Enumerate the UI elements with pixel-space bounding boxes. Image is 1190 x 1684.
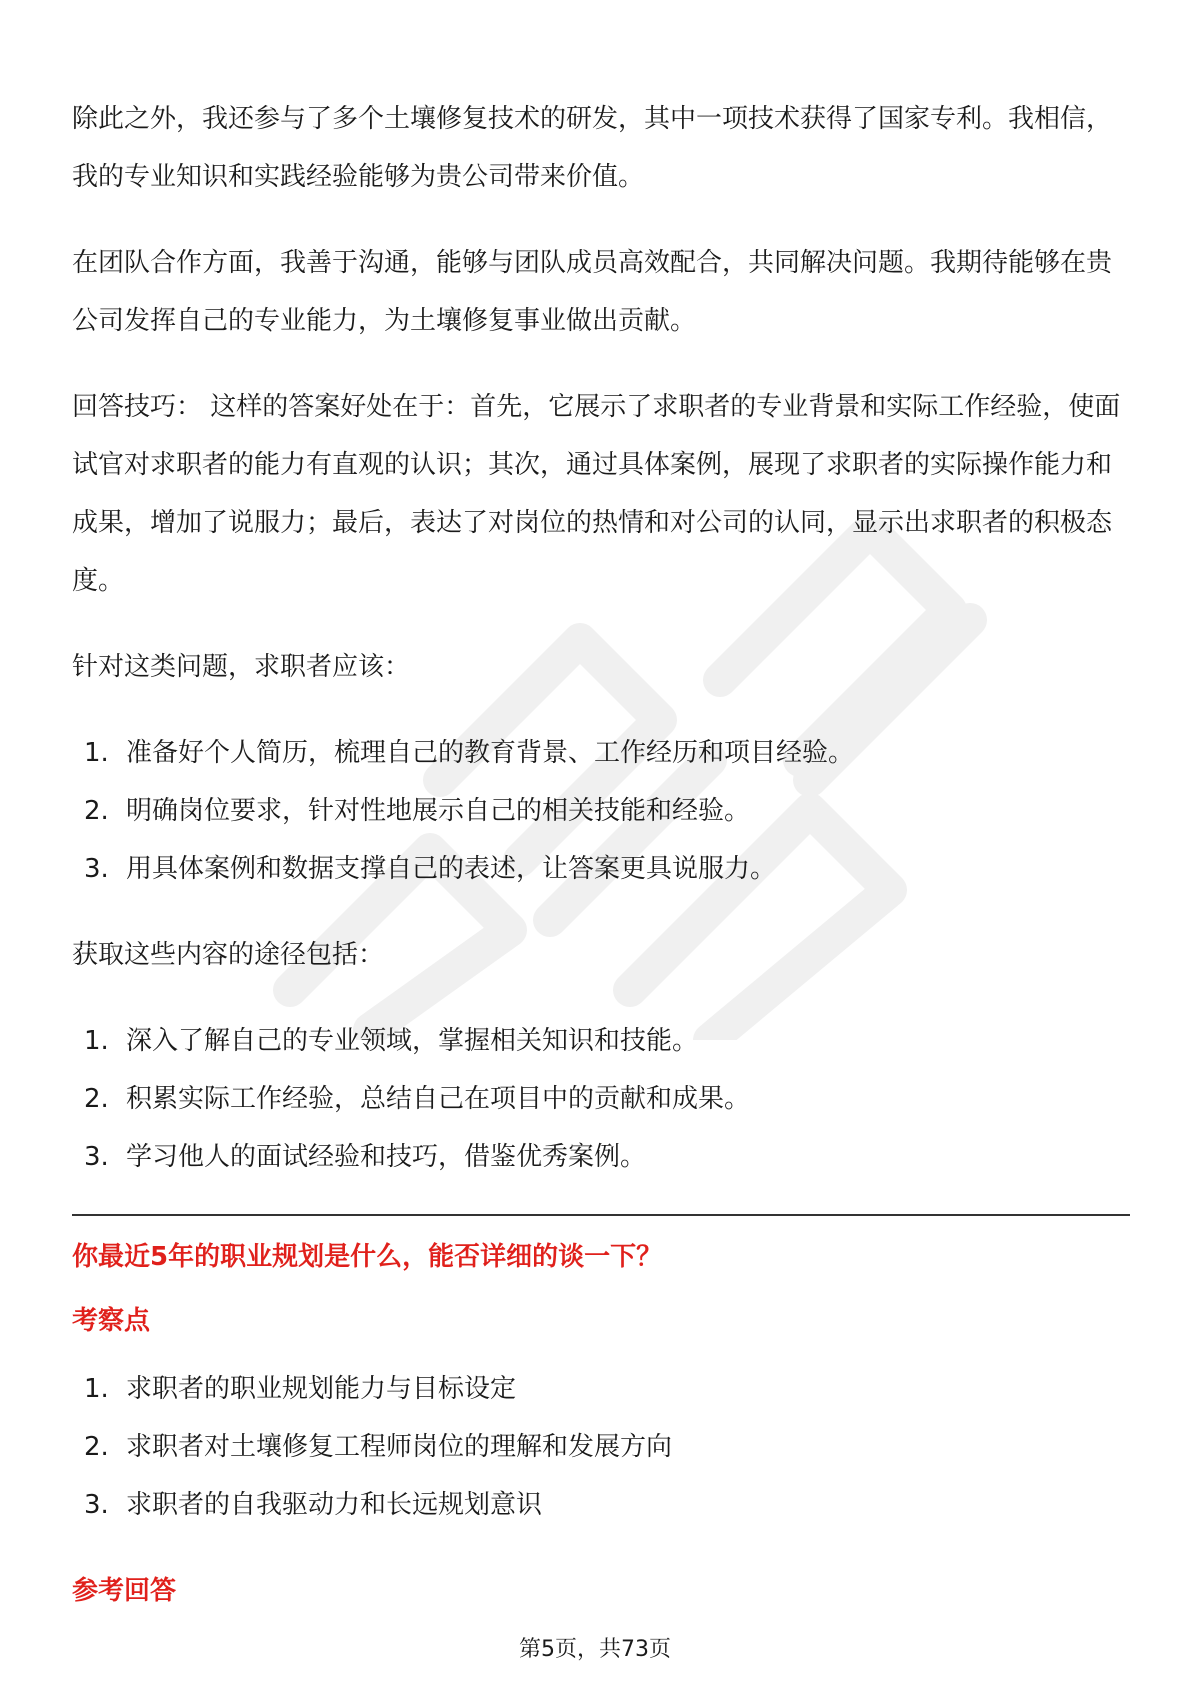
list-item <box>84 782 1130 840</box>
paragraph-teamwork: 在团队合作方面，我善于沟通，能够与团队成员高效配合，共同解决问题。我期待能够在贵公司发挥自己的专业能力，为土壤修复事业做出贡献。 <box>72 248 1113 336</box>
list-number: 2. <box>84 1084 109 1114</box>
list-number: 3. <box>84 1142 109 1172</box>
focus-heading: 考察点 <box>72 1306 151 1336</box>
paragraph-should-intro: 针对这类问题，求职者应该： <box>72 652 411 682</box>
list-text: 积累实际工作经验，总结自己在项目中的贡献和成果。 <box>126 1084 751 1114</box>
list-ways <box>72 1012 1130 1186</box>
list-item <box>84 840 1130 898</box>
list-number: 2. <box>84 796 109 826</box>
list-item <box>84 1476 1130 1534</box>
list-text: 深入了解自己的专业领域，掌握相关知识和技能。 <box>126 1026 699 1056</box>
list-item <box>84 1012 1130 1070</box>
list-number: 2. <box>84 1432 109 1462</box>
list-number: 3. <box>84 854 109 884</box>
list-text: 求职者的职业规划能力与目标设定 <box>126 1374 517 1404</box>
list-item <box>84 1418 1130 1476</box>
list-text: 求职者的自我驱动力和长远规划意识 <box>126 1490 543 1520</box>
list-text: 明确岗位要求，针对性地展示自己的相关技能和经验。 <box>126 796 751 826</box>
list-text: 用具体案例和数据支撑自己的表述，让答案更具说服力。 <box>126 854 777 884</box>
list-text: 求职者对土壤修复工程师岗位的理解和发展方向 <box>126 1432 673 1462</box>
page-footer: 第5页，共73页 <box>519 1637 671 1662</box>
section-divider <box>72 1214 1130 1216</box>
question-title: 你最近5年的职业规划是什么，能否详细的谈一下？ <box>72 1242 663 1272</box>
list-text: 准备好个人简历，梳理自己的教育背景、工作经历和项目经验。 <box>126 738 855 768</box>
list-item <box>84 1070 1130 1128</box>
page-content <box>72 90 1130 1630</box>
list-focus-points <box>72 1360 1130 1534</box>
list-number: 1. <box>84 1374 109 1404</box>
paragraph-patent: 除此之外，我还参与了多个土壤修复技术的研发，其中一项技术获得了国家专利。我相信，我的专业知识和实践经验能够为贵公司带来价值。 <box>72 104 1113 192</box>
list-item <box>84 724 1130 782</box>
paragraph-answer-tips: 回答技巧： 这样的答案好处在于：首先，它展示了求职者的专业背景和实际工作经验，使面试官对求职者的能力有直观的认识；其次，通过具体案例，展现了求职者的实际操作能力和成果，增加了说服力；最后，表达了对岗位的热情和对公司的认同，显示出求职者的积极态度。 <box>72 392 1121 596</box>
answer-heading: 参考回答 <box>72 1576 177 1606</box>
list-number: 3. <box>84 1490 109 1520</box>
list-number: 1. <box>84 1026 109 1056</box>
paragraph-ways-intro: 获取这些内容的途径包括： <box>72 940 385 970</box>
list-number: 1. <box>84 738 109 768</box>
list-should <box>72 724 1130 898</box>
list-item <box>84 1360 1130 1418</box>
list-text: 学习他人的面试经验和技巧，借鉴优秀案例。 <box>126 1142 647 1172</box>
list-item <box>84 1128 1130 1186</box>
